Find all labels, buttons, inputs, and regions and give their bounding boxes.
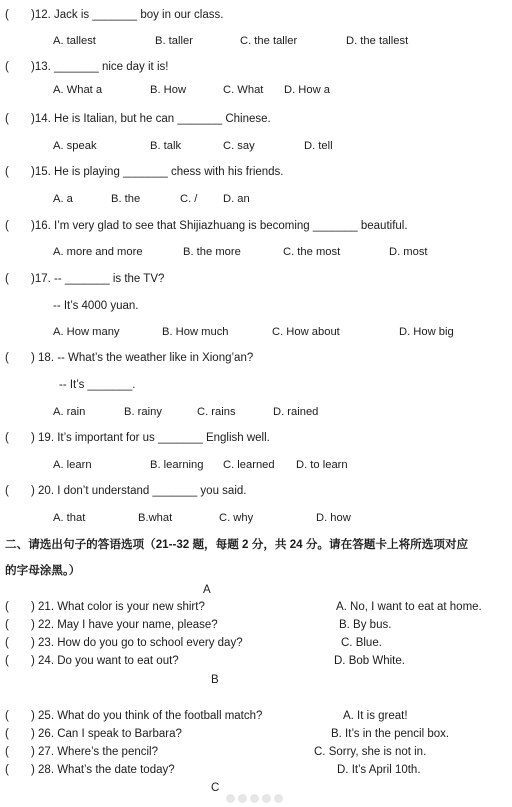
option-c: C. / bbox=[180, 193, 198, 205]
match-answer: A. It is great! bbox=[343, 710, 408, 722]
question-text: )12. Jack is _______ boy in our class. bbox=[31, 9, 224, 21]
option-c: C. What bbox=[223, 84, 264, 96]
match-question: ) 21. What color is your new shirt? bbox=[31, 601, 205, 613]
option-c: C. rains bbox=[197, 406, 236, 418]
answer-paren: ( bbox=[5, 655, 9, 667]
answer-paren: ( bbox=[5, 432, 9, 444]
option-b: B. the bbox=[111, 193, 141, 205]
option-d: D. How a bbox=[284, 84, 331, 96]
answer-paren: ( bbox=[5, 746, 9, 758]
question-text: ) 18. -- What’s the weather like in Xiong’an? bbox=[31, 352, 254, 364]
match-question: ) 25. What do you think of the football match? bbox=[31, 710, 263, 722]
question-text: )15. He is playing _______ chess with his friends. bbox=[31, 166, 284, 178]
option-b: B. learning bbox=[150, 459, 204, 471]
option-a: A. What a bbox=[53, 84, 103, 96]
option-b: B.what bbox=[138, 512, 173, 524]
option-a: A. speak bbox=[53, 140, 97, 152]
match-question: ) 27. Where’s the pencil? bbox=[31, 746, 158, 758]
option-c: C. say bbox=[223, 140, 255, 152]
option-c: C. learned bbox=[223, 459, 275, 471]
match-question: ) 24. Do you want to eat out? bbox=[31, 655, 179, 667]
option-c: C. the most bbox=[283, 246, 341, 258]
answer-paren: ( bbox=[5, 273, 9, 285]
option-d: D. rained bbox=[273, 406, 319, 418]
question-text: )17. -- _______ is the TV? bbox=[31, 273, 165, 285]
question-text: )13. _______ nice day it is! bbox=[31, 61, 169, 73]
match-question: ) 23. How do you go to school every day? bbox=[31, 637, 243, 649]
option-b: B. talk bbox=[150, 140, 182, 152]
group-label: A bbox=[203, 584, 211, 596]
option-d: D. the tallest bbox=[346, 35, 409, 47]
section-2-line-1: 二、请选出句子的答语选项（21--32 题，每题 2 分，共 24 分。请在答题卡上将所选项对应 bbox=[5, 538, 469, 551]
option-d: D. most bbox=[389, 246, 428, 258]
answer-paren: ( bbox=[5, 61, 9, 73]
answer-paren: ( bbox=[5, 352, 9, 364]
option-d: D. to learn bbox=[296, 459, 348, 471]
question-text: ) 19. It’s important for us _______ English well. bbox=[31, 432, 270, 444]
section-2-line-2: 的字母涂黑。） bbox=[5, 564, 81, 577]
answer-paren: ( bbox=[5, 601, 9, 613]
option-a: A. How many bbox=[53, 326, 120, 338]
question-subline: -- It’s 4000 yuan. bbox=[53, 300, 139, 312]
option-d: D. tell bbox=[304, 140, 333, 152]
option-d: D. How big bbox=[399, 326, 454, 338]
question-text: ) 20. I don’t understand _______ you said. bbox=[31, 485, 247, 497]
answer-paren: ( bbox=[5, 113, 9, 125]
option-a: A. rain bbox=[53, 406, 86, 418]
option-a: A. that bbox=[53, 512, 86, 524]
question-subline: -- It’s _______. bbox=[59, 379, 136, 391]
match-question: ) 22. May I have your name, please? bbox=[31, 619, 218, 631]
answer-paren: ( bbox=[5, 710, 9, 722]
option-a: A. learn bbox=[53, 459, 92, 471]
option-b: B. How much bbox=[162, 326, 229, 338]
match-question: ) 26. Can I speak to Barbara? bbox=[31, 728, 182, 740]
option-a: A. a bbox=[53, 193, 73, 205]
option-a: A. more and more bbox=[53, 246, 143, 258]
option-b: B. the more bbox=[183, 246, 241, 258]
match-answer: C. Sorry, she is not in. bbox=[314, 746, 427, 758]
page-indicator bbox=[224, 793, 284, 803]
match-answer: B. It’s in the pencil box. bbox=[331, 728, 450, 740]
answer-paren: ( bbox=[5, 764, 9, 776]
answer-paren: ( bbox=[5, 220, 9, 232]
page-dot bbox=[226, 794, 235, 803]
option-c: C. the taller bbox=[240, 35, 298, 47]
answer-paren: ( bbox=[5, 728, 9, 740]
option-d: D. how bbox=[316, 512, 351, 524]
match-question: ) 28. What’s the date today? bbox=[31, 764, 175, 776]
answer-paren: ( bbox=[5, 619, 9, 631]
option-c: C. why bbox=[219, 512, 254, 524]
page-dot bbox=[250, 794, 259, 803]
question-text: )16. I’m very glad to see that Shijiazhuang is becoming _______ beautiful. bbox=[31, 220, 408, 232]
page-dot bbox=[238, 794, 247, 803]
group-label: B bbox=[211, 674, 219, 686]
answer-paren: ( bbox=[5, 9, 9, 21]
page-dot bbox=[262, 794, 271, 803]
match-answer: A. No, I want to eat at home. bbox=[336, 601, 482, 613]
match-answer: C. Blue. bbox=[341, 637, 382, 649]
group-c-label: C bbox=[211, 782, 220, 794]
option-b: B. rainy bbox=[124, 406, 162, 418]
option-b: B. How bbox=[150, 84, 187, 96]
match-answer: B. By bus. bbox=[339, 619, 392, 631]
answer-paren: ( bbox=[5, 485, 9, 497]
option-b: B. taller bbox=[155, 35, 193, 47]
page-dot bbox=[274, 794, 283, 803]
option-d: D. an bbox=[223, 193, 250, 205]
match-answer: D. Bob White. bbox=[334, 655, 405, 667]
answer-paren: ( bbox=[5, 166, 9, 178]
question-text: )14. He is Italian, but he can _______ Chinese. bbox=[31, 113, 271, 125]
match-answer: D. It’s April 10th. bbox=[337, 764, 421, 776]
answer-paren: ( bbox=[5, 637, 9, 649]
option-c: C. How about bbox=[272, 326, 340, 338]
option-a: A. tallest bbox=[53, 35, 96, 47]
